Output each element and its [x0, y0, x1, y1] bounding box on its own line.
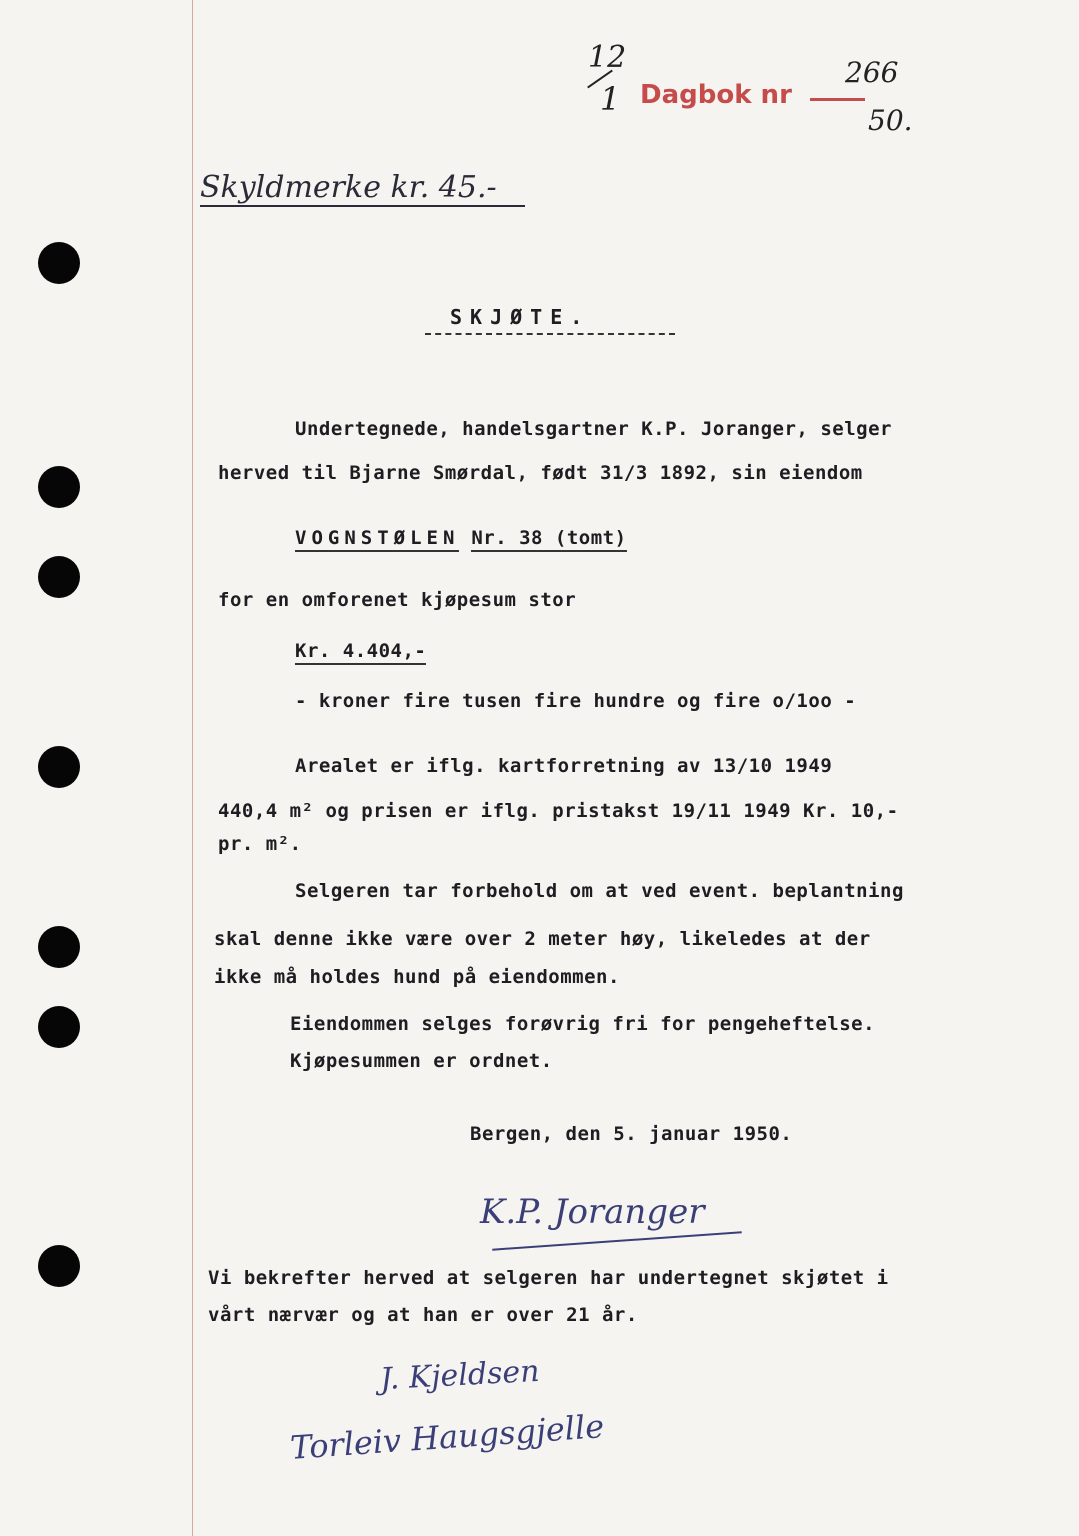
margin-line: [192, 0, 193, 1536]
stamp-dash: [810, 98, 865, 101]
body-line-1: Undertegnede, handelsgartner K.P. Joranger, selger: [295, 418, 892, 440]
punch-hole: [38, 466, 80, 508]
body-line-2: herved til Bjarne Smørdal, født 31/3 1892, sin eiendom: [218, 462, 863, 484]
reservation-line-1: Selgeren tar forbehold om at ved event. beplantning: [295, 880, 904, 902]
price-amount-line: [295, 640, 426, 662]
witness-line-1: Vi bekrefter herved at selgeren har undertegnet skjøtet i: [208, 1267, 889, 1289]
place-date: Bergen, den 5. januar 1950.: [470, 1123, 793, 1145]
punch-hole: [38, 242, 80, 284]
handwritten-annotation: Skyldmerke kr. 45.-: [200, 170, 497, 205]
area-line-2: 440,4 m² og prisen er iflg. pristakst 19/11 1949 Kr. 10,-: [218, 800, 899, 822]
payment-line: Kjøpesummen er ordnet.: [290, 1050, 553, 1072]
punch-hole: [38, 1245, 80, 1287]
area-line-3: pr. m².: [218, 833, 302, 855]
property-line: [295, 527, 627, 549]
annotation-underline: [200, 205, 525, 207]
area-line-1: Arealet er iflg. kartforretning av 13/10 1949: [295, 755, 833, 777]
handwritten-day: 12: [588, 40, 627, 75]
reservation-line-3: ikke må holdes hund på eiendommen.: [214, 966, 620, 988]
handwritten-month: 1: [600, 80, 621, 118]
property-number: Nr. 38 (tomt): [471, 527, 626, 552]
encumbrance-line: Eiendommen selges forøvrig fri for pengeheftelse.: [290, 1013, 876, 1035]
handwritten-year: 50.: [868, 104, 913, 137]
dagbok-stamp: Dagbok nr: [640, 80, 792, 110]
punch-hole: [38, 1006, 80, 1048]
witness-signature-2: Torleiv Haugsgjelle: [289, 1407, 606, 1467]
title-underline: [425, 333, 675, 335]
seller-signature: K.P. Joranger: [480, 1192, 705, 1232]
price-amount: Kr. 4.404,-: [295, 640, 426, 665]
witness-signature-1: J. Kjeldsen: [379, 1353, 541, 1398]
price-intro: for en omforenet kjøpesum stor: [218, 589, 577, 611]
document-title: SKJØTE.: [450, 305, 591, 329]
punch-hole: [38, 556, 80, 598]
punch-hole: [38, 926, 80, 968]
punch-hole: [38, 746, 80, 788]
signature-stroke: [492, 1231, 742, 1250]
reservation-line-2: skal denne ikke være over 2 meter høy, likeledes at der: [214, 928, 871, 950]
price-in-words: - kroner fire tusen fire hundre og fire o/1oo -: [295, 690, 857, 712]
witness-line-2: vårt nærvær og at han er over 21 år.: [208, 1304, 638, 1326]
handwritten-number: 266: [845, 56, 899, 89]
property-name: VOGNSTØLEN: [295, 527, 459, 552]
